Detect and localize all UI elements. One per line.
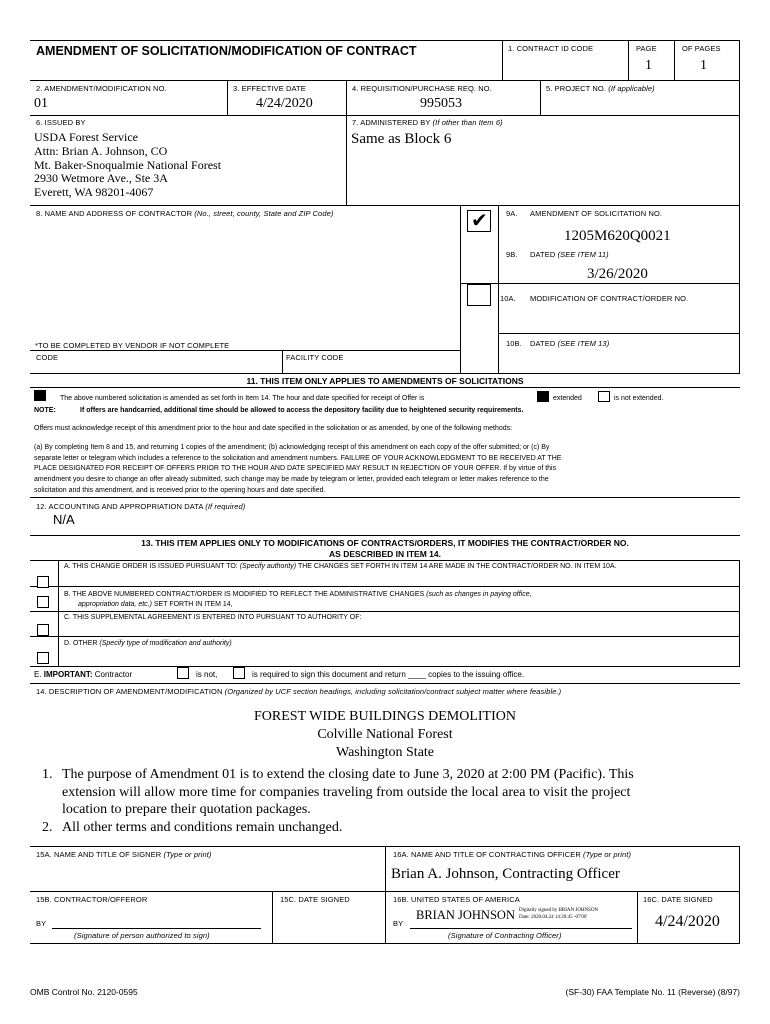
administered-by-label — [352, 118, 503, 127]
description-list — [38, 766, 634, 836]
contracting-officer-label-note: (Type or print) — [583, 850, 632, 859]
item-e-row — [34, 670, 132, 679]
signer-name-label-text: 15A. NAME AND TITLE OF SIGNER — [36, 850, 162, 859]
usa-label: 16B. UNITED STATES OF AMERICA — [393, 895, 520, 904]
extended-checkbox[interactable] — [537, 391, 549, 402]
administered-by-label-note: (If other than Item 6) — [432, 118, 503, 127]
contractor-signature-line[interactable] — [52, 928, 261, 929]
page-value: 1 — [645, 58, 652, 73]
issued-by-line: USDA Forest Service — [34, 130, 138, 144]
paragraph-line: amendment you desire to change an offer already submitted, such change may be made by telegram or letter, provided each telegram or letter makes reference to the — [34, 476, 549, 484]
contractor-is-required-checkbox[interactable] — [233, 667, 245, 679]
item-13a — [64, 563, 617, 570]
solicitation-no-value: 1205M620Q0021 — [564, 228, 671, 244]
other-modification-checkbox[interactable] — [37, 652, 49, 664]
list-item-line: location to prepare their quotation packages. — [62, 802, 311, 817]
signer-name-label — [36, 850, 212, 859]
amendment-checkbox[interactable] — [467, 210, 491, 232]
officer-date-signed-label: 16C. DATE SIGNED — [643, 895, 713, 904]
item-10b-text: DATED — [530, 339, 556, 348]
modification-checkbox[interactable] — [467, 284, 491, 306]
extended-label: extended — [553, 395, 582, 402]
item-13b-line-2 — [78, 601, 233, 608]
item-10b-number: 10B. — [506, 339, 522, 348]
description-title-line: Washington State — [335, 745, 435, 760]
item-9b-note: (SEE ITEM 11) — [557, 250, 609, 259]
description-label-note: (Organized by UCF section headings, including solicitation/contract subject matter where feasible.) — [224, 687, 562, 696]
officer-signature-caption-text: (Signature of Contracting Officer) — [448, 931, 562, 940]
not-extended-label: is not extended. — [614, 395, 664, 402]
officer-signature-line — [410, 928, 632, 929]
description-title-line: Colville National Forest — [317, 727, 453, 742]
list-item-line: extension will allow more time for companies traveling from outside the local area to visit the project — [62, 784, 631, 800]
item-9b-label — [530, 250, 609, 259]
contract-id-code-label: 1. CONTRACT ID CODE — [508, 44, 594, 53]
offers-text: Offers must acknowledge receipt of this amendment prior to the hour and date specified in the solicitation or as amended, by one of the following methods: — [34, 425, 513, 432]
project-no-label-note: (If applicable) — [608, 84, 655, 93]
code-label: CODE — [36, 353, 59, 362]
issued-by-line: 2930 Wetmore Ave., Ste 3A — [34, 171, 168, 186]
form-template-number: (SF-30) FAA Template No. 11 (Reverse) (8/97) — [565, 987, 740, 997]
item-13b-rest: SET FORTH IN ITEM 14, — [153, 601, 233, 608]
signer-name: BRIAN JOHNSON — [416, 908, 515, 922]
item-13d — [64, 640, 232, 647]
important-label: IMPORTANT: — [43, 670, 93, 679]
contractor-date-signed-label: 15C. DATE SIGNED — [280, 895, 350, 904]
solicitation-date-value: 3/26/2020 — [587, 266, 648, 282]
administered-by-value: Same as Block 6 — [351, 131, 452, 147]
not-extended-checkbox[interactable] — [598, 391, 610, 402]
contractor-label — [36, 209, 333, 218]
contractor-label-note: (No., street, county, State and ZIP Code) — [194, 209, 334, 218]
item-9a-number: 9A. — [506, 209, 518, 218]
item-13a-text: A. THIS CHANGE ORDER IS ISSUED PURSUANT TO: — [64, 563, 238, 570]
note-label: NOTE: — [34, 407, 56, 414]
amendment-no-value: 01 — [34, 96, 48, 111]
digital-signature-line: Date: 2020.04.24 14:20:45 -07'00' — [519, 914, 588, 920]
issued-by-line: Mt. Baker-Snoqualmie National Forest — [34, 157, 222, 172]
item-13b-text: B. THE ABOVE NUMBERED CONTRACT/ORDER IS MODIFIED TO REFLECT THE ADMINISTRATIVE CHANGES — [64, 591, 425, 598]
contractor-is-not-checkbox[interactable] — [177, 667, 189, 679]
description-title-line: FOREST WIDE BUILDINGS DEMOLITION — [254, 709, 516, 724]
issued-by-line: Everett, WA 98201-4067 — [34, 185, 154, 200]
is-not-label: is not, — [196, 670, 218, 679]
administered-by-label-text: 7. ADMINISTERED BY — [352, 118, 431, 127]
item-9a-label: AMENDMENT OF SOLICITATION NO. — [530, 209, 663, 218]
contractor-by-label: BY — [36, 919, 47, 928]
paragraph-line: solicitation and this amendment, and is received prior to the opening hours and date specified. — [34, 486, 326, 494]
issued-by-label: 6. ISSUED BY — [36, 118, 86, 127]
list-item-line: All other terms and conditions remain unchanged. — [62, 819, 343, 835]
item-10a-label: MODIFICATION OF CONTRACT/ORDER NO. — [530, 294, 689, 303]
contracting-officer-label — [393, 850, 631, 859]
item-13d-note: (Specify type of modification and authority) — [99, 640, 232, 647]
item-13b-note: (such as changes in paying office, — [426, 591, 532, 598]
paragraph-line: separate letter or telegram which includes a reference to the solicitation and amendment numbers. FAILURE OF YOUR ACKNOWLEDGMENT TO BE RECEIVED AT THE — [34, 454, 562, 462]
admin-change-checkbox[interactable] — [37, 596, 49, 608]
list-item — [38, 819, 634, 837]
description-title — [30, 708, 740, 762]
of-pages-label: OF PAGES — [682, 44, 721, 53]
accounting-data-value: N/A — [53, 512, 75, 527]
contracting-officer-label-text: 16A. NAME AND TITLE OF CONTRACTING OFFICER — [393, 850, 581, 859]
page-label: PAGE — [636, 44, 657, 53]
project-no-label — [546, 84, 655, 93]
accounting-data-label-text: 12. ACCOUNTING AND APPROPRIATION DATA — [36, 502, 204, 511]
effective-date-label: 3. EFFECTIVE DATE — [233, 84, 306, 93]
facility-code-label: FACILITY CODE — [286, 353, 344, 362]
item-9b-text: DATED — [530, 250, 556, 259]
contractor-offeror-label: 15B. CONTRACTOR/OFFEROR — [36, 895, 148, 904]
signer-name-label-note: (Type or print) — [163, 850, 212, 859]
officer-signature-caption — [448, 931, 561, 940]
item-13c: C. THIS SUPPLEMENTAL AGREEMENT IS ENTERED INTO PURSUANT TO AUTHORITY OF: — [64, 614, 362, 621]
list-item-number: 2. — [42, 819, 53, 835]
list-item-number: 1. — [42, 767, 53, 782]
of-pages-value: 1 — [700, 58, 707, 73]
item-9b-number: 9B. — [506, 250, 518, 259]
item-13d-text: D. OTHER — [64, 640, 98, 647]
requisition-no-value: 995053 — [420, 96, 462, 111]
description-label-text: 14. DESCRIPTION OF AMENDMENT/MODIFICATION — [36, 687, 223, 696]
is-required-label: is required to sign this document and return ____ copies to the issuing office. — [252, 670, 525, 679]
item-13a-rest: THE CHANGES SET FORTH IN ITEM 14 ARE MADE IN THE CONTRACT/ORDER NO. IN ITEM 10A. — [297, 563, 617, 570]
officer-date-signed-value: 4/24/2020 — [655, 913, 720, 930]
officer-signature[interactable] — [416, 907, 631, 927]
issued-by-address — [34, 131, 221, 200]
accounting-data-label-note: (If required) — [205, 502, 246, 511]
note-text: If offers are handcarried, additional time should be allowed to access the depository facility due to heightened security requirements. — [80, 407, 524, 414]
contractor-label-text: 8. NAME AND ADDRESS OF CONTRACTOR — [36, 209, 193, 218]
check-icon: ✔ — [471, 208, 488, 232]
vendor-note: *TO BE COMPLETED BY VENDOR IF NOT COMPLETE — [35, 341, 230, 350]
contractor-word: Contractor — [94, 670, 133, 679]
form-title: AMENDMENT OF SOLICITATION/MODIFICATION OF CONTRACT — [36, 44, 417, 58]
officer-by-label: BY — [393, 919, 404, 928]
description-label — [36, 687, 561, 696]
paragraph-line: PLACE DESIGNATED FOR RECEIPT OF OFFERS PRIOR TO THE HOUR AND DATE SPECIFIED MAY RESULT IN REJECTION OF YOUR OFFER. If by virtue of this — [34, 465, 557, 473]
issued-by-line: Attn: Brian A. Johnson, CO — [34, 143, 168, 158]
amendment-no-label: 2. AMENDMENT/MODIFICATION NO. — [36, 84, 167, 93]
item-10b-label — [530, 339, 609, 348]
paragraph-line: (a) By completing Item 8 and 15, and returning 1 copies of the amendment; (b) acknowledging receipt of this amendment on each copy of the offer submitted; or (c) By — [34, 444, 550, 451]
digital-signature-stamp — [519, 908, 598, 921]
acknowledgment-paragraph — [34, 443, 561, 497]
accounting-data-label — [36, 502, 245, 511]
requisition-no-label: 4. REQUISITION/PURCHASE REQ. NO. — [352, 84, 492, 93]
contractor-signature-caption-text: (Signature of person authorized to sign) — [74, 931, 210, 940]
section-11-line: The above numbered solicitation is amended as set forth in Item 14. The hour and date specified for receipt of Offer is — [60, 395, 425, 402]
digital-signature-line: Digitally signed by BRIAN JOHNSON — [519, 908, 599, 913]
contractor-signature-caption — [74, 931, 210, 940]
item-13a-note: (Specify authority) — [239, 563, 297, 570]
section-11-heading: 11. THIS ITEM ONLY APPLIES TO AMENDMENTS OF SOLICITATIONS — [246, 376, 524, 386]
change-order-checkbox[interactable] — [37, 576, 49, 588]
item-10b-note: (SEE ITEM 13) — [557, 339, 610, 348]
contracting-officer-value: Brian A. Johnson, Contracting Officer — [391, 866, 620, 882]
item-13b-note-2: appropriation data, etc.) — [78, 601, 152, 608]
omb-control-number: OMB Control No. 2120-0595 — [30, 987, 138, 997]
supplemental-agreement-checkbox[interactable] — [37, 624, 49, 636]
item-e-label: E. — [34, 670, 42, 679]
item-10a-number: 10A. — [500, 294, 516, 303]
effective-date-value: 4/24/2020 — [256, 96, 313, 111]
list-item-line: The purpose of Amendment 01 is to extend the closing date to June 3, 2020 at 2:00 PM (Pacific). This — [62, 767, 634, 782]
solicitation-amended-checkbox[interactable] — [34, 390, 46, 401]
section-13-heading-line-2: AS DESCRIBED IN ITEM 14. — [329, 549, 441, 559]
item-13b — [64, 591, 532, 598]
project-no-label-text: 5. PROJECT NO. — [546, 84, 607, 93]
section-13-heading: 13. THIS ITEM APPLIES ONLY TO MODIFICATIONS OF CONTRACTS/ORDERS, IT MODIFIES THE CONTRACT/ORDER NO. — [141, 538, 629, 548]
list-item — [38, 766, 634, 819]
